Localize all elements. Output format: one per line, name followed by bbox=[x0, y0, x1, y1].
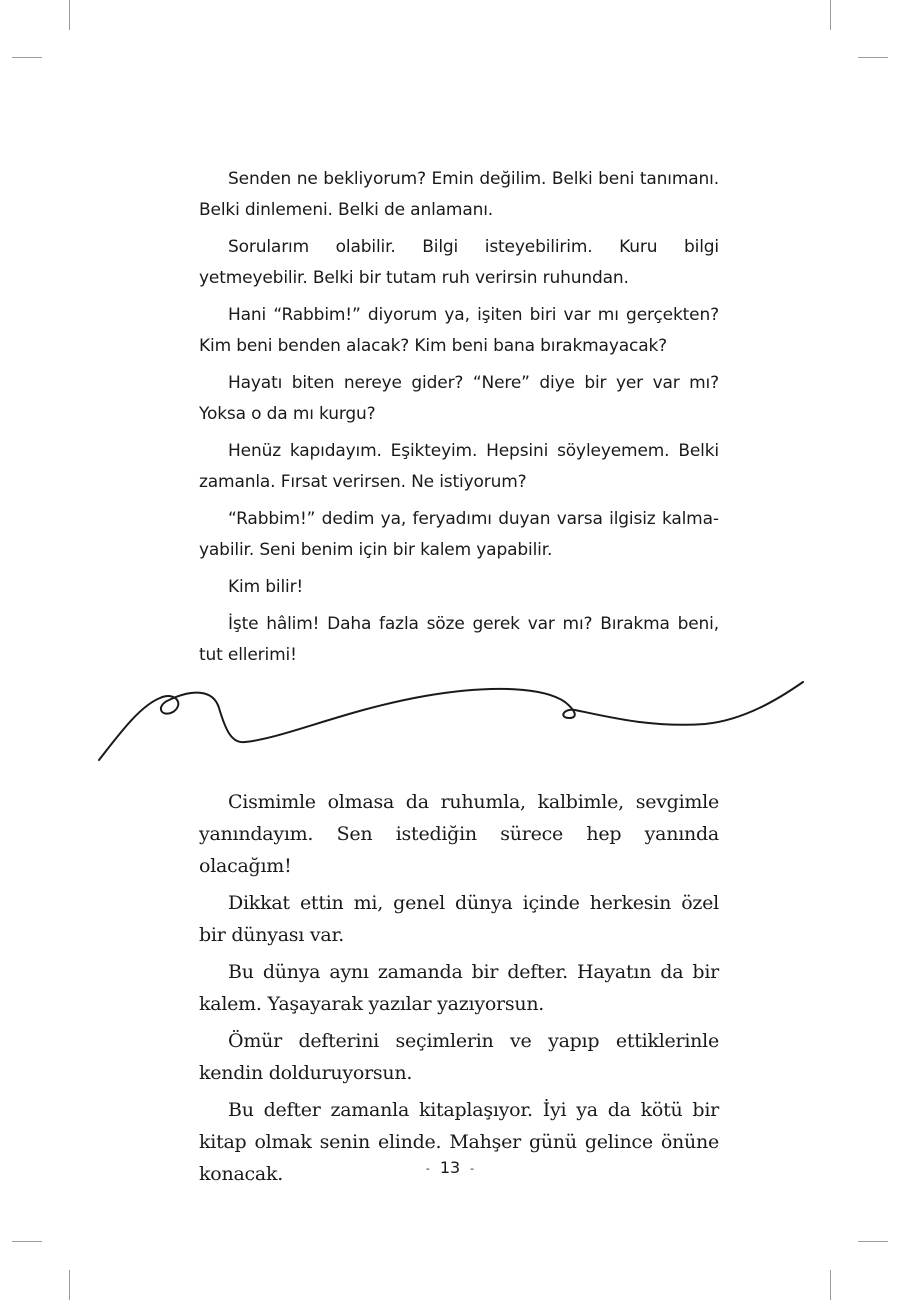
body-paragraph: Dikkat ettin mi, genel dünya içinde herkesin özel bir dünyası var. bbox=[199, 892, 719, 946]
page-number-ornament-left: - bbox=[425, 1162, 430, 1175]
crop-mark-top-right bbox=[830, 0, 831, 30]
crop-mark-bottom-left bbox=[69, 1270, 70, 1300]
letter-paragraph: Hayatı biten nereye gider? “Nere” diye bir yer var mı? Yoksa o da mı kurgu? bbox=[199, 373, 719, 424]
body-paragraph: Bu dünya aynı zamanda bir defter. Hayatın da bir kalem. Yaşayarak yazılar yazıyorsun. bbox=[199, 961, 719, 1015]
body-paragraph: Bu defter zamanla kitaplaşıyor. İyi ya da kötü bir kitap olmak senin elinde. Mahşer günü gelince önüne konacak. bbox=[199, 1099, 719, 1185]
letter-paragraph: Hani “Rabbim!” diyorum ya, işiten biri var mı gerçekten? Kim beni benden alacak? Kim beni bana bırakmayacak? bbox=[199, 305, 719, 356]
letter-paragraph: Henüz kapıdayım. Eşikteyim. Hepsini söyleyemem. Belki zamanla. Fırsat verirsen. Ne istiyorum? bbox=[199, 441, 719, 492]
letter-paragraph: Kim bilir! bbox=[228, 577, 304, 597]
body-paragraph: Cismimle olmasa da ruhumla, kalbimle, sevgimle yanındayım. Sen istediğin sürece hep yanında olacağım! bbox=[199, 791, 719, 877]
letter-section bbox=[199, 164, 719, 677]
letter-paragraph: Senden ne bekliyorum? Emin değilim. Belki beni tanımanı. Belki dinlemeni. Belki de anlamanı. bbox=[199, 169, 719, 220]
page-number-ornament-right: - bbox=[470, 1162, 475, 1175]
letter-paragraph: İşte hâlim! Daha fazla söze gerek var mı? Bırakma beni, tut ellerimi! bbox=[199, 614, 719, 665]
crop-mark-right-bottom bbox=[858, 1241, 888, 1242]
page-number bbox=[0, 1158, 900, 1177]
body-section bbox=[199, 786, 719, 1195]
swirl-divider-icon bbox=[95, 678, 807, 764]
letter-paragraph: Sorularım olabilir. Bilgi isteyebilirim. Kuru bilgi yetmeyebilir. Belki bir tutam ruh verirsin ruhundan. bbox=[199, 237, 719, 288]
page-number-value: 13 bbox=[439, 1158, 461, 1177]
crop-mark-right-top bbox=[858, 57, 888, 58]
crop-mark-left-bottom bbox=[12, 1241, 42, 1242]
crop-mark-top-left bbox=[69, 0, 70, 30]
crop-mark-bottom-right bbox=[830, 1270, 831, 1300]
crop-mark-left-top bbox=[12, 57, 42, 58]
letter-paragraph: “Rabbim!” dedim ya, feryadımı duyan varsa ilgisiz kalmayabilir. Seni benim için bir kalem yapabilir. bbox=[199, 509, 719, 560]
body-paragraph: Ömür defterini seçimlerin ve yapıp ettiklerinle kendin dolduruyorsun. bbox=[199, 1030, 719, 1084]
